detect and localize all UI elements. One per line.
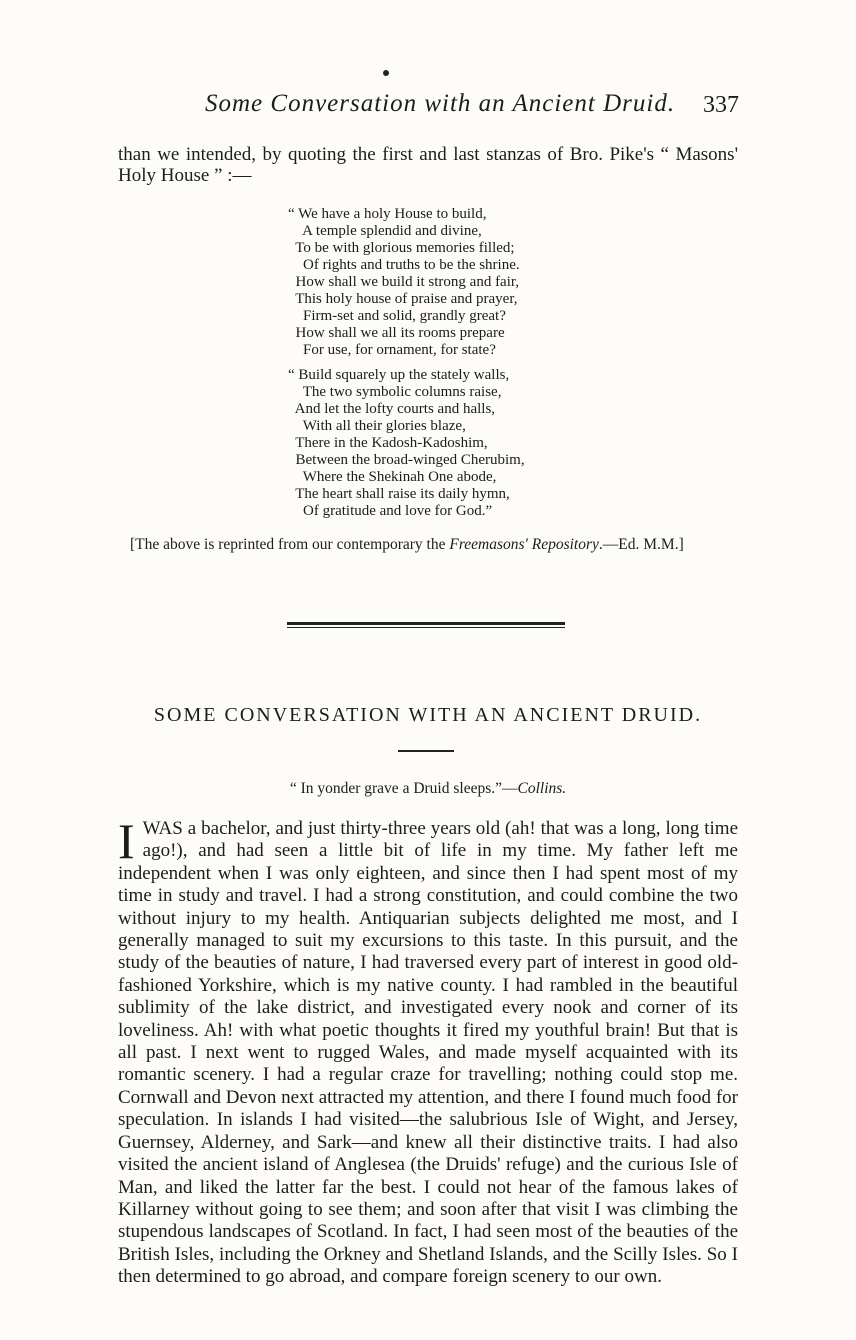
article-body-text: WAS a bachelor, and just thirty-three years old (ah! that was a long, long time ago!), and had seen a little bit of life in my time. My father left me independent when I was only eighteen, and since then I had spent most of my time in study and travel. I had a strong constitution, and could combine the two without injury to my health. Antiquarian subjects delighted me most, and I generally managed to suit my excursions to this taste. In this pursuit, and the study of the beauties of nature, I had traversed every part of interest in good old-fashioned Yorkshire, which is my native county. I had rambled in the beautiful sublimity of the lake district, and investigated every nook and corner of its loveliness. Ah! with what poetic thoughts it fired my youthful brain! But that is all past. I next went to rugged Wales, and made myself acquainted with its romantic scenery. I had a regular craze for travelling; nothing could stop me. Cornwall and Devon next attracted my attention, and there I found much food for speculation. In islands I had visited—the salubrious Isle of Wight, and Jersey, Guernsey, Alderney, and Sark—and knew all their distinctive traits. I had also visited the ancient island of Anglesea (the Druids' refuge) and the curious Isle of Man, and liked the latter far the best. I could not hear of the famous lakes of Killarney without going to see them; and soon after that visit I was climbing the stupendous landscapes of Scotland. In fact, I had seen most of the beauties of the British Isles, including the Orkney and Shetland Islands, and the Scilly Isles. So I then determined to go abroad, and compare foreign scenery to our own. (118, 818, 738, 1288)
poem-stanza-1: “ We have a holy House to build, A temple splendid and divine, To be with glorious memories filled; Of rights and truths to be the shrine. How shall we build it strong and fair, This holy house of praise and prayer, Firm-set and solid, grandly great? How shall we all its rooms prepare For use, for ornament, for state? (288, 206, 520, 358)
article-body (118, 813, 738, 1289)
article-title: SOME CONVERSATION WITH AN ANCIENT DRUID. (153, 704, 703, 726)
running-head (0, 86, 856, 126)
running-title: Some Conversation with an Ancient Druid. (205, 90, 676, 117)
printer-mark (383, 70, 389, 76)
editor-note (130, 536, 750, 554)
intro-paragraph: than we intended, by quoting the first and last stanzas of Bro. Pike's “ Masons' Holy House ” :— (118, 144, 738, 186)
epigraph-quote: “ In yonder grave a Druid sleeps.”— (289, 780, 518, 797)
editor-note-suffix: .—Ed. M.M.] (598, 536, 684, 553)
section-divider (287, 622, 565, 625)
epigraph-author: Collins. (517, 780, 567, 797)
poem-stanza-2: “ Build squarely up the stately walls, The two symbolic columns raise, And let the lofty courts and halls, With all their glories blaze, There in the Kadosh-Kadoshim, Between the broad-winged Cherubim, Where the Shekinah One abode, The heart shall raise its daily hymn, Of gratitude and love for God.” (288, 367, 525, 519)
section-divider-thin (287, 627, 565, 628)
epigraph (0, 780, 856, 798)
editor-note-source: Freemasons' Repository (449, 536, 599, 553)
title-rule (398, 750, 454, 752)
editor-note-prefix: [The above is reprinted from our contemporary the (130, 536, 450, 553)
drop-cap: I (118, 813, 135, 869)
page-number: 337 (703, 92, 739, 118)
